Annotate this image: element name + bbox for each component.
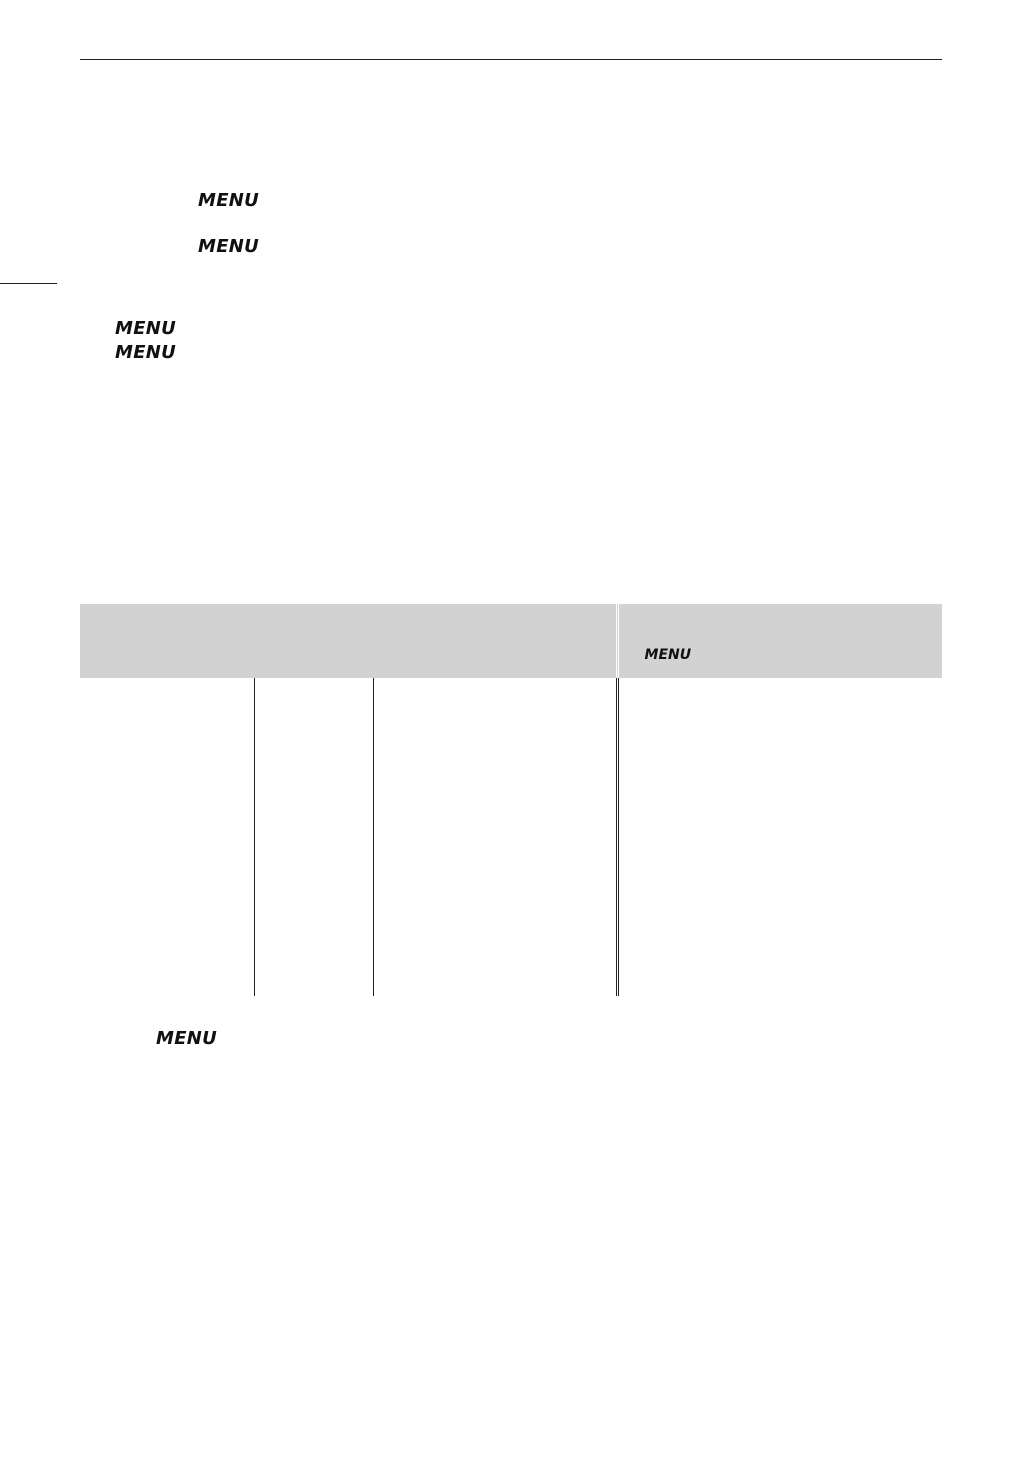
table-cell [373,678,617,706]
table-header-row [80,604,942,632]
table-cell [373,884,617,912]
header-col3 [373,632,617,678]
table-cell [254,706,373,734]
menu-icon: MENU [115,342,177,363]
menu-icon: MENU [198,236,260,257]
table-cell [373,837,617,884]
table-cell [254,678,373,706]
table-cell [80,678,254,734]
settings-table [80,604,942,996]
table-row [80,678,942,706]
table-cell [254,790,373,837]
table-cell [254,884,373,996]
table-row [80,790,942,837]
table-cell [254,837,373,884]
table-cell [80,734,254,790]
table-cell [373,940,617,968]
table-cell [80,884,254,996]
header-rule [80,59,942,60]
table-cell [373,734,617,762]
table-cell [617,790,942,940]
menu-icon: MENU [198,190,260,211]
table-cell [617,734,942,790]
table-cell [80,790,254,884]
page-margin-tab [0,283,57,284]
header-col2 [254,632,373,678]
menu-icon: MENU [115,318,177,339]
table-subheader-row [80,632,942,678]
table-cell [373,706,617,734]
table-cell [617,940,942,996]
table-cell [373,790,617,837]
header-group-right [617,604,942,632]
menu-icon: MENU [156,1028,218,1049]
table-cell [254,762,373,790]
header-col1 [80,632,254,678]
table-cell [373,968,617,996]
table-cell [373,762,617,790]
header-group-left [80,604,617,632]
table-cell [254,734,373,762]
table-cell [617,678,942,734]
table-row [80,734,942,762]
table-cell [373,912,617,940]
header-menu-icon: MENU [617,632,942,678]
